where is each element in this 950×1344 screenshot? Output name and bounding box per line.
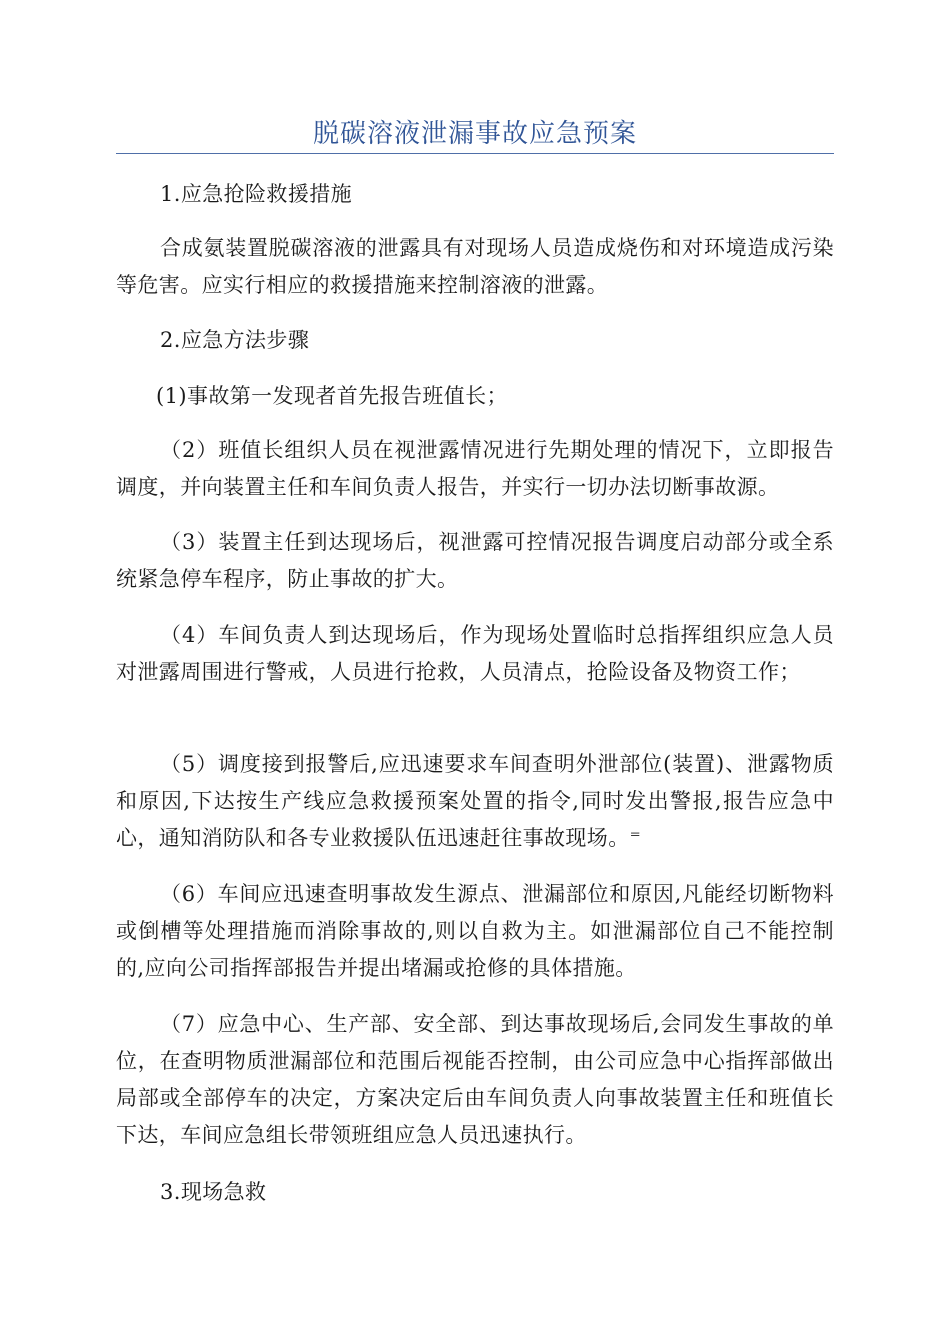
step-7: （7）应急中心、生产部、安全部、到达事故现场后,会同发生事故的单位，在查明物质泄漏部位和范围后视能否控制，由公司应急中心指挥部做出局部或全部停车的决定，方案决定后由车间负责人向事故装置主任和班值长下达，车间应急组长带领班组应急人员迅速执行。 — [116, 1012, 834, 1147]
step-3: （3）装置主任到达现场后，视泄露可控情况报告调度启动部分或全系统紧急停车程序，防止事故的扩大。 — [116, 530, 834, 591]
section-1-heading: 1.应急抢险救援措施 — [160, 182, 353, 206]
step-6: （6）车间应迅速查明事故发生源点、泄漏部位和原因,凡能经切断物料或倒槽等处理措施而消除事故的,则以自救为主。如泄漏部位自己不能控制的,应向公司指挥部报告并提出堵漏或抢修的具体措施。 — [116, 882, 834, 980]
document-title: 脱碳溶液泄漏事故应急预案 — [312, 119, 637, 149]
title-underline — [116, 153, 834, 154]
section-2-heading: 2.应急方法步骤 — [160, 328, 310, 352]
step-4: （4）车间负责人到达现场后，作为现场处置临时总指挥组织应急人员对泄露周围进行警戒，人员进行抢救，人员清点，抢险设备及物资工作； — [116, 623, 834, 684]
step-2: （2）班值长组织人员在视泄露情况进行先期处理的情况下，立即报告调度，并向装置主任和车间负责人报告，并实行一切办法切断事故源。 — [116, 438, 834, 499]
section-1-body: 合成氨装置脱碳溶液的泄露具有对现场人员造成烧伤和对环境造成污染等危害。应实行相应的救援措施来控制溶液的泄露。 — [116, 236, 834, 297]
step-1: (1)事故第一发现者首先报告班值长； — [156, 384, 508, 408]
section-3-heading: 3.现场急救 — [160, 1180, 267, 1204]
step-5: （5）调度接到报警后,应迅速要求车间查明外泄部位(装置)、泄露物质和原因,下达按生产线应急救援预案处置的指令,同时发出警报,报告应急中心，通知消防队和各专业救援队伍迅速赶往事故现场。⁼ — [116, 752, 834, 850]
